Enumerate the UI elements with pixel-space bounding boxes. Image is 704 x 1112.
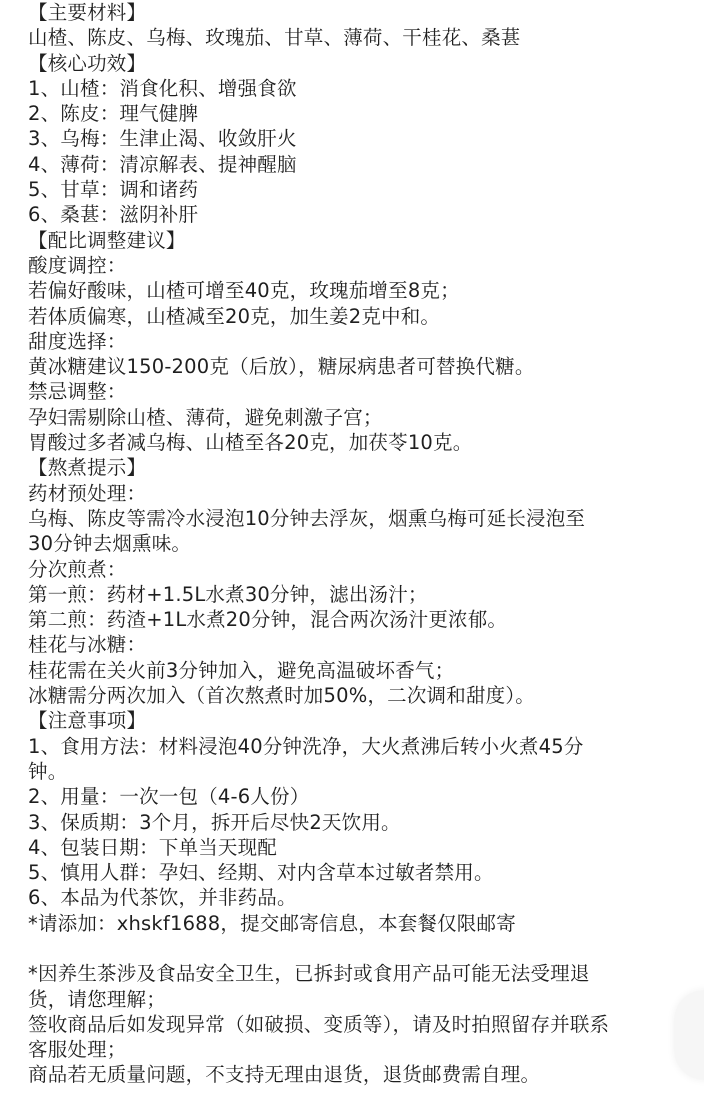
floating-edge-button[interactable] (674, 990, 704, 1080)
cooking-subheading-prep: 药材预处理： (28, 481, 147, 505)
ratio-subheading-acidity: 酸度调控： (28, 253, 127, 277)
effect-item: 2、陈皮：理气健脾 (28, 102, 199, 126)
contact-note: *请添加：xhskf1688，提交邮寄信息，本套餐仅限邮寄 (28, 911, 516, 935)
return-policy-line: 客服处理； (28, 1038, 127, 1062)
ratio-line: 孕妇需剔除山楂、薄荷，避免刺激子宫； (28, 405, 383, 429)
note-item: 钟。 (28, 759, 68, 783)
spacer (28, 936, 698, 961)
cooking-subheading-osmanthus: 桂花与冰糖： (28, 633, 147, 657)
return-policy-line: *因养生茶涉及食品安全卫生，已拆封或食用产品可能无法受理退 (28, 962, 590, 986)
cooking-line: 30分钟去烟熏味。 (28, 532, 192, 556)
materials-list: 山楂、陈皮、乌梅、玫瑰茄、甘草、薄荷、干桂花、桑葚 (28, 26, 521, 50)
ratio-subheading-sweetness: 甜度选择： (28, 329, 127, 353)
ratio-line: 若偏好酸味，山楂可增至40克，玫瑰茄增至8克； (28, 279, 460, 303)
return-policy-line: 货，请您理解； (28, 987, 166, 1011)
note-item: 2、用量：一次一包（4-6人份） (28, 785, 310, 809)
note-item: 4、包装日期：下单当天现配 (28, 835, 278, 859)
effect-item: 5、甘草：调和诸药 (28, 178, 199, 202)
ratio-line: 黄冰糖建议150-200克（后放），糖尿病患者可替换代糖。 (28, 355, 535, 379)
cooking-line: 冰糖需分两次加入（首次熬煮时加50%，二次调和甜度）。 (28, 684, 535, 708)
effect-item: 4、薄荷：清凉解表、提神醒脑 (28, 152, 297, 176)
cooking-subheading-decoction: 分次煎煮： (28, 557, 127, 581)
return-policy-line: 签收商品后如发现异常（如破损、变质等），请及时拍照留存并联系 (28, 1012, 610, 1036)
section-heading-cooking: 【熬煮提示】 (28, 456, 147, 480)
ratio-line: 胃酸过多者减乌梅、山楂至各20克，加茯苓10克。 (28, 431, 473, 455)
note-item: 6、本品为代茶饮，并非药品。 (28, 886, 297, 910)
return-policy-line: 商品若无质量问题，不支持无理由退货，退货邮费需自理。 (28, 1063, 541, 1087)
effect-item: 6、桑葚：滋阴补肝 (28, 203, 199, 227)
effect-item: 3、乌梅：生津止渴、收敛肝火 (28, 127, 297, 151)
section-heading-effects: 【核心功效】 (28, 51, 147, 75)
note-item: 5、慎用人群：孕妇、经期、对内含草本过敏者禁用。 (28, 861, 494, 885)
ratio-subheading-taboo: 禁忌调整： (28, 380, 127, 404)
section-heading-ratio: 【配比调整建议】 (28, 228, 186, 252)
cooking-line: 桂花需在关火前3分钟加入，避免高温破坏香气； (28, 658, 455, 682)
note-item: 1、食用方法：材料浸泡40分钟洗净，大火煮沸后转小火煮45分 (28, 734, 584, 758)
cooking-line: 乌梅、陈皮等需冷水浸泡10分钟去浮灰，烟熏乌梅可延长浸泡至 (28, 506, 586, 530)
note-item: 3、保质期：3个月，拆开后尽快2天饮用。 (28, 810, 401, 834)
section-heading-notes: 【注意事项】 (28, 709, 147, 733)
section-heading-materials: 【主要材料】 (28, 1, 147, 24)
document-body (28, 0, 698, 1088)
cooking-line: 第二煎：药渣+1L水煮20分钟，混合两次汤汁更浓郁。 (28, 608, 508, 632)
cooking-line: 第一煎：药材+1.5L水煮30分钟，滤出汤汁； (28, 582, 428, 606)
effect-item: 1、山楂：消食化积、增强食欲 (28, 76, 297, 100)
ratio-line: 若体质偏寒，山楂减至20克，加生姜2克中和。 (28, 304, 441, 328)
